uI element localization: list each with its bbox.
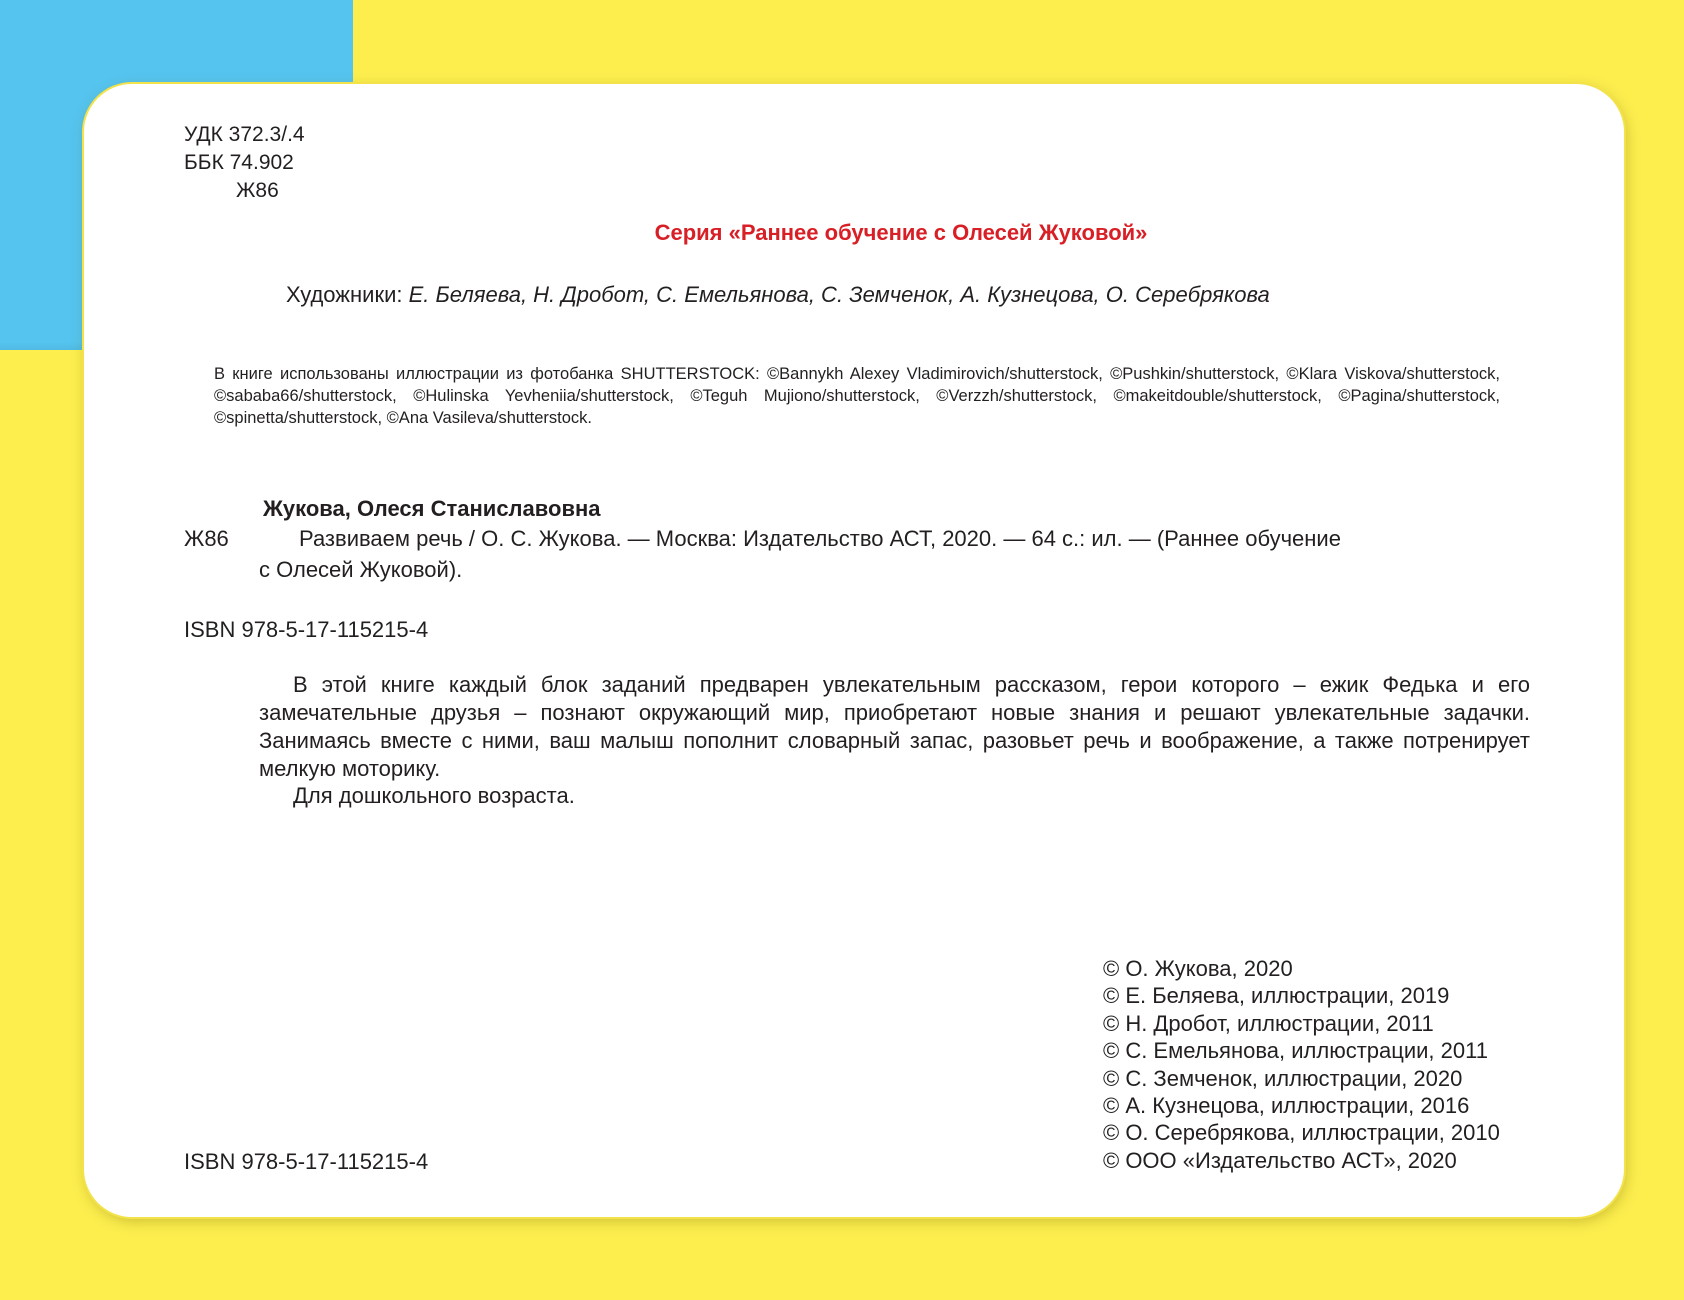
bib-author: Жукова, Олеся Станиславовна: [263, 496, 601, 521]
copyright-line: © ООО «Издательство АСТ», 2020: [1103, 1147, 1457, 1173]
copyright-list: [1103, 955, 1500, 1174]
annotation: В этой книге каждый блок заданий предварен увлекательным рассказом, герои которого – ежик Федька и его замечательные друзья – познают окружающий мир, приобретают новые знания и решают увлекательные задачки. Занимаясь вместе с ними, ваш малыш пополнит словарный запас, разовьет речь и воображение, а также потренирует мелкую моторику.: [259, 672, 1530, 781]
copyright-line: © С. Емельянова, иллюстрации, 2011: [1103, 1038, 1488, 1064]
bib-author-mark: Ж86: [184, 526, 229, 551]
copyright-line: © А. Кузнецова, иллюстрации, 2016: [1103, 1093, 1470, 1119]
isbn-bottom: ISBN 978-5-17-115215-4: [184, 1149, 429, 1174]
image-credits: В книге использованы иллюстрации из фотобанка SHUTTERSTOCK: ©Bannykh Alexey Vladimirovich/shutterstock, ©Pushkin/shutterstock, ©Klara Viskova/shutterstock, ©sababa66/shutterstock, ©Hulinska Yevheniia/shutterstock, ©Teguh Mujiono/shutterstock, ©Verzzh/shutterstock, ©makeitdouble/shutterstock, ©Pagina/shutterstock, ©spinetta/shutterstock, ©Ana Vasileva/shutterstock.: [214, 365, 1500, 427]
isbn: ISBN 978-5-17-115215-4: [184, 617, 429, 642]
copyright-line: © Н. Дробот, иллюстрации, 2011: [1103, 1010, 1434, 1036]
artists-label: Художники:: [286, 282, 409, 307]
classification-codes: [184, 121, 305, 205]
copyright-line: © О. Серебрякова, иллюстрации, 2010: [1103, 1120, 1500, 1146]
bbk-code: ББК 74.902: [184, 151, 294, 174]
copyright-line: © О. Жукова, 2020: [1103, 956, 1293, 981]
author-mark: Ж86: [236, 179, 279, 202]
artists-line: [286, 282, 1270, 308]
series-title: Серия «Раннее обучение с Олесей Жуковой»: [654, 220, 1148, 245]
bib-description-line2: с Олесей Жуковой).: [259, 557, 463, 582]
bib-description-line1: Развиваем речь / О. С. Жукова. — Москва: Издательство АСТ, 2020. — 64 с.: ил. — (Раннее обучение: [299, 526, 1341, 551]
copyright-line: © Е. Беляева, иллюстрации, 2019: [1103, 983, 1450, 1009]
artists-names: Е. Беляева, Н. Дробот, С. Емельянова, С. Земченок, А. Кузнецова, О. Серебрякова: [408, 282, 1270, 307]
copyright-line: © С. Земченок, иллюстрации, 2020: [1103, 1065, 1463, 1091]
age-rating: Для дошкольного возраста.: [293, 783, 575, 808]
udk-code: УДК 372.3/.4: [184, 123, 305, 146]
